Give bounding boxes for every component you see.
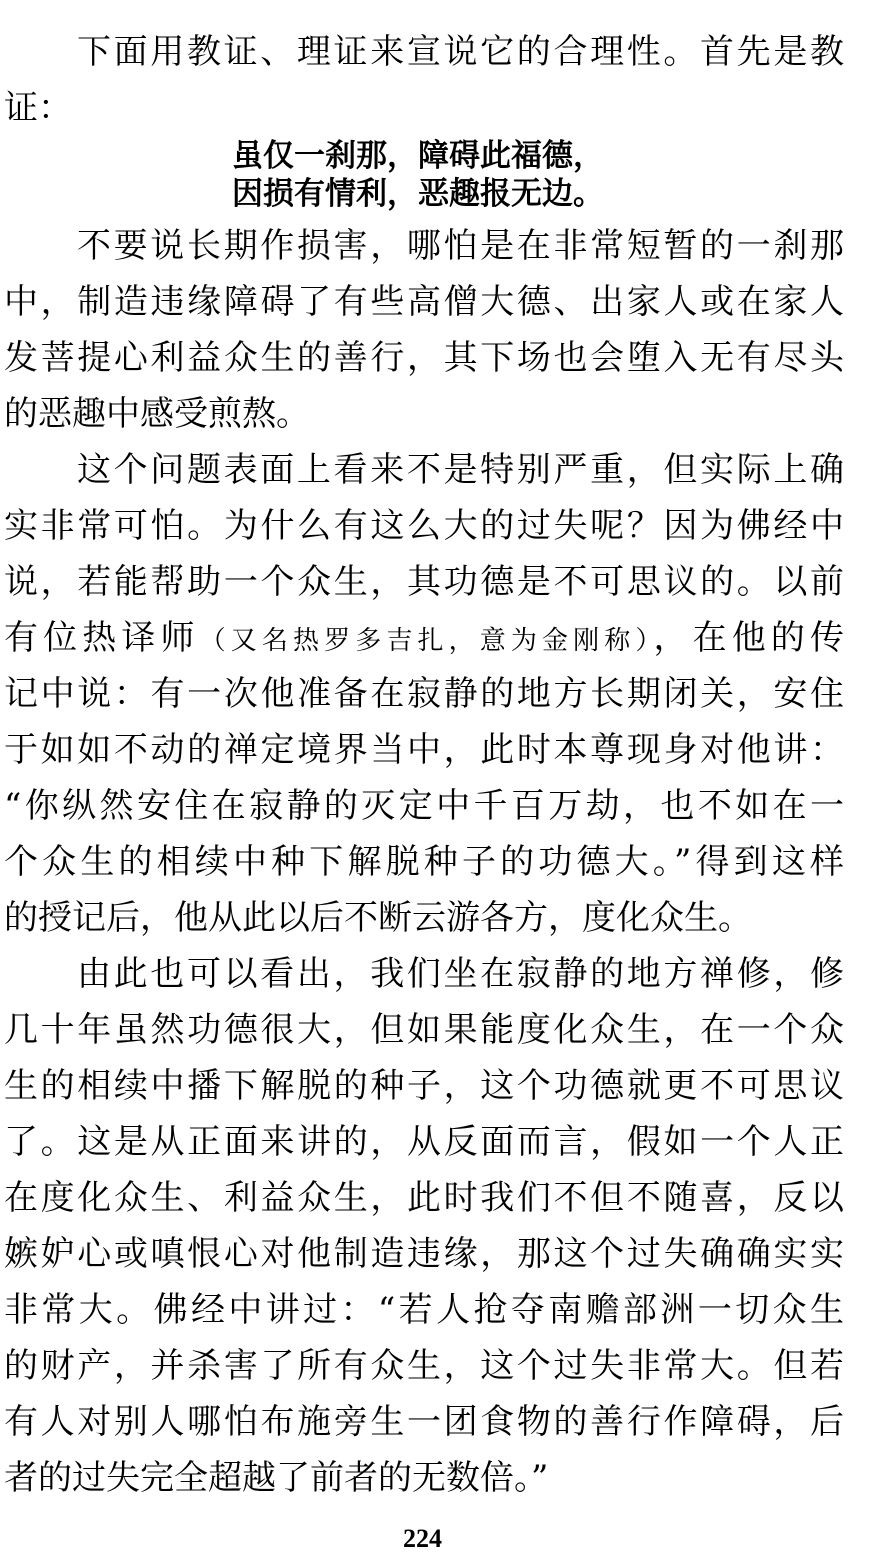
page-number: 224 (403, 1524, 442, 1553)
paragraph2-line-8: 个众生的相续中种下解脱种子的功德大。”得到这样 (4, 842, 844, 882)
intro-line-2: 证： (4, 88, 72, 128)
paragraph1-line-2: 中，制造违缘障碍了有些高僧大德、出家人或在家人 (4, 282, 844, 322)
paragraph1-line-1: 不要说长期作损害，哪怕是在非常短暂的一刹那 (77, 226, 844, 266)
paragraph3-line-9: 有人对别人哪怕布施旁生一团食物的善行作障碍，后 (4, 1402, 844, 1442)
paragraph3-line-7: 非常大。佛经中讲过：“若人抢夺南赡部洲一切众生 (4, 1290, 844, 1330)
paragraph2-line-4 (4, 618, 844, 661)
paragraph2-line-7: “你纵然安住在寂静的灭定中千百万劫，也不如在一 (4, 786, 844, 826)
paragraph1-line-3: 发菩提心利益众生的善行，其下场也会堕入无有尽头 (4, 338, 844, 378)
paragraph3-line-3: 生的相续中播下解脱的种子，这个功德就更不可思议 (4, 1066, 844, 1106)
paragraph2-line-5: 记中说：有一次他准备在寂静的地方长期闭关，安住 (4, 674, 844, 714)
paragraph3-line-2: 几十年虽然功德很大，但如果能度化众生，在一个众 (4, 1010, 844, 1050)
paragraph3-line-5: 在度化众生、利益众生，此时我们不但不随喜，反以 (4, 1178, 844, 1218)
annotation-note: （又名热罗多吉扎，意为金刚称） (199, 626, 654, 656)
verse-line-1: 虽仅一刹那，障碍此福德， (232, 138, 604, 174)
verse-line-2: 因损有情利，恶趣报无边。 (232, 176, 604, 212)
paragraph2-line-3: 说，若能帮助一个众生，其功德是不可思议的。以前 (4, 562, 844, 602)
paragraph3-line-4: 了。这是从正面来讲的，从反面而言，假如一个人正 (4, 1122, 844, 1162)
paragraph3-line-6: 嫉妒心或嗔恨心对他制造违缘，那这个过失确确实实 (4, 1234, 844, 1274)
paragraph2-line-4-start: 有位热译师 (4, 618, 200, 658)
paragraph2-line-4-end: ，在他的传 (653, 618, 844, 658)
paragraph2-line-6: 于如如不动的禅定境界当中，此时本尊现身对他讲： (4, 730, 844, 770)
paragraph2-line-2: 实非常可怕。为什么有这么大的过失呢？因为佛经中 (4, 506, 844, 546)
paragraph1-line-4: 的恶趣中感受煎熬。 (4, 394, 310, 434)
paragraph3-line-10: 者的过失完全超越了前者的无数倍。” (4, 1458, 549, 1498)
paragraph2-line-9: 的授记后，他从此以后不断云游各方，度化众生。 (4, 898, 752, 938)
intro-line-1: 下面用教证、理证来宣说它的合理性。首先是教 (77, 32, 844, 72)
paragraph3-line-8: 的财产，并杀害了所有众生，这个过失非常大。但若 (4, 1346, 844, 1386)
paragraph3-line-1: 由此也可以看出，我们坐在寂静的地方禅修，修 (77, 954, 844, 994)
paragraph2-line-1: 这个问题表面上看来不是特别严重，但实际上确 (77, 450, 844, 490)
